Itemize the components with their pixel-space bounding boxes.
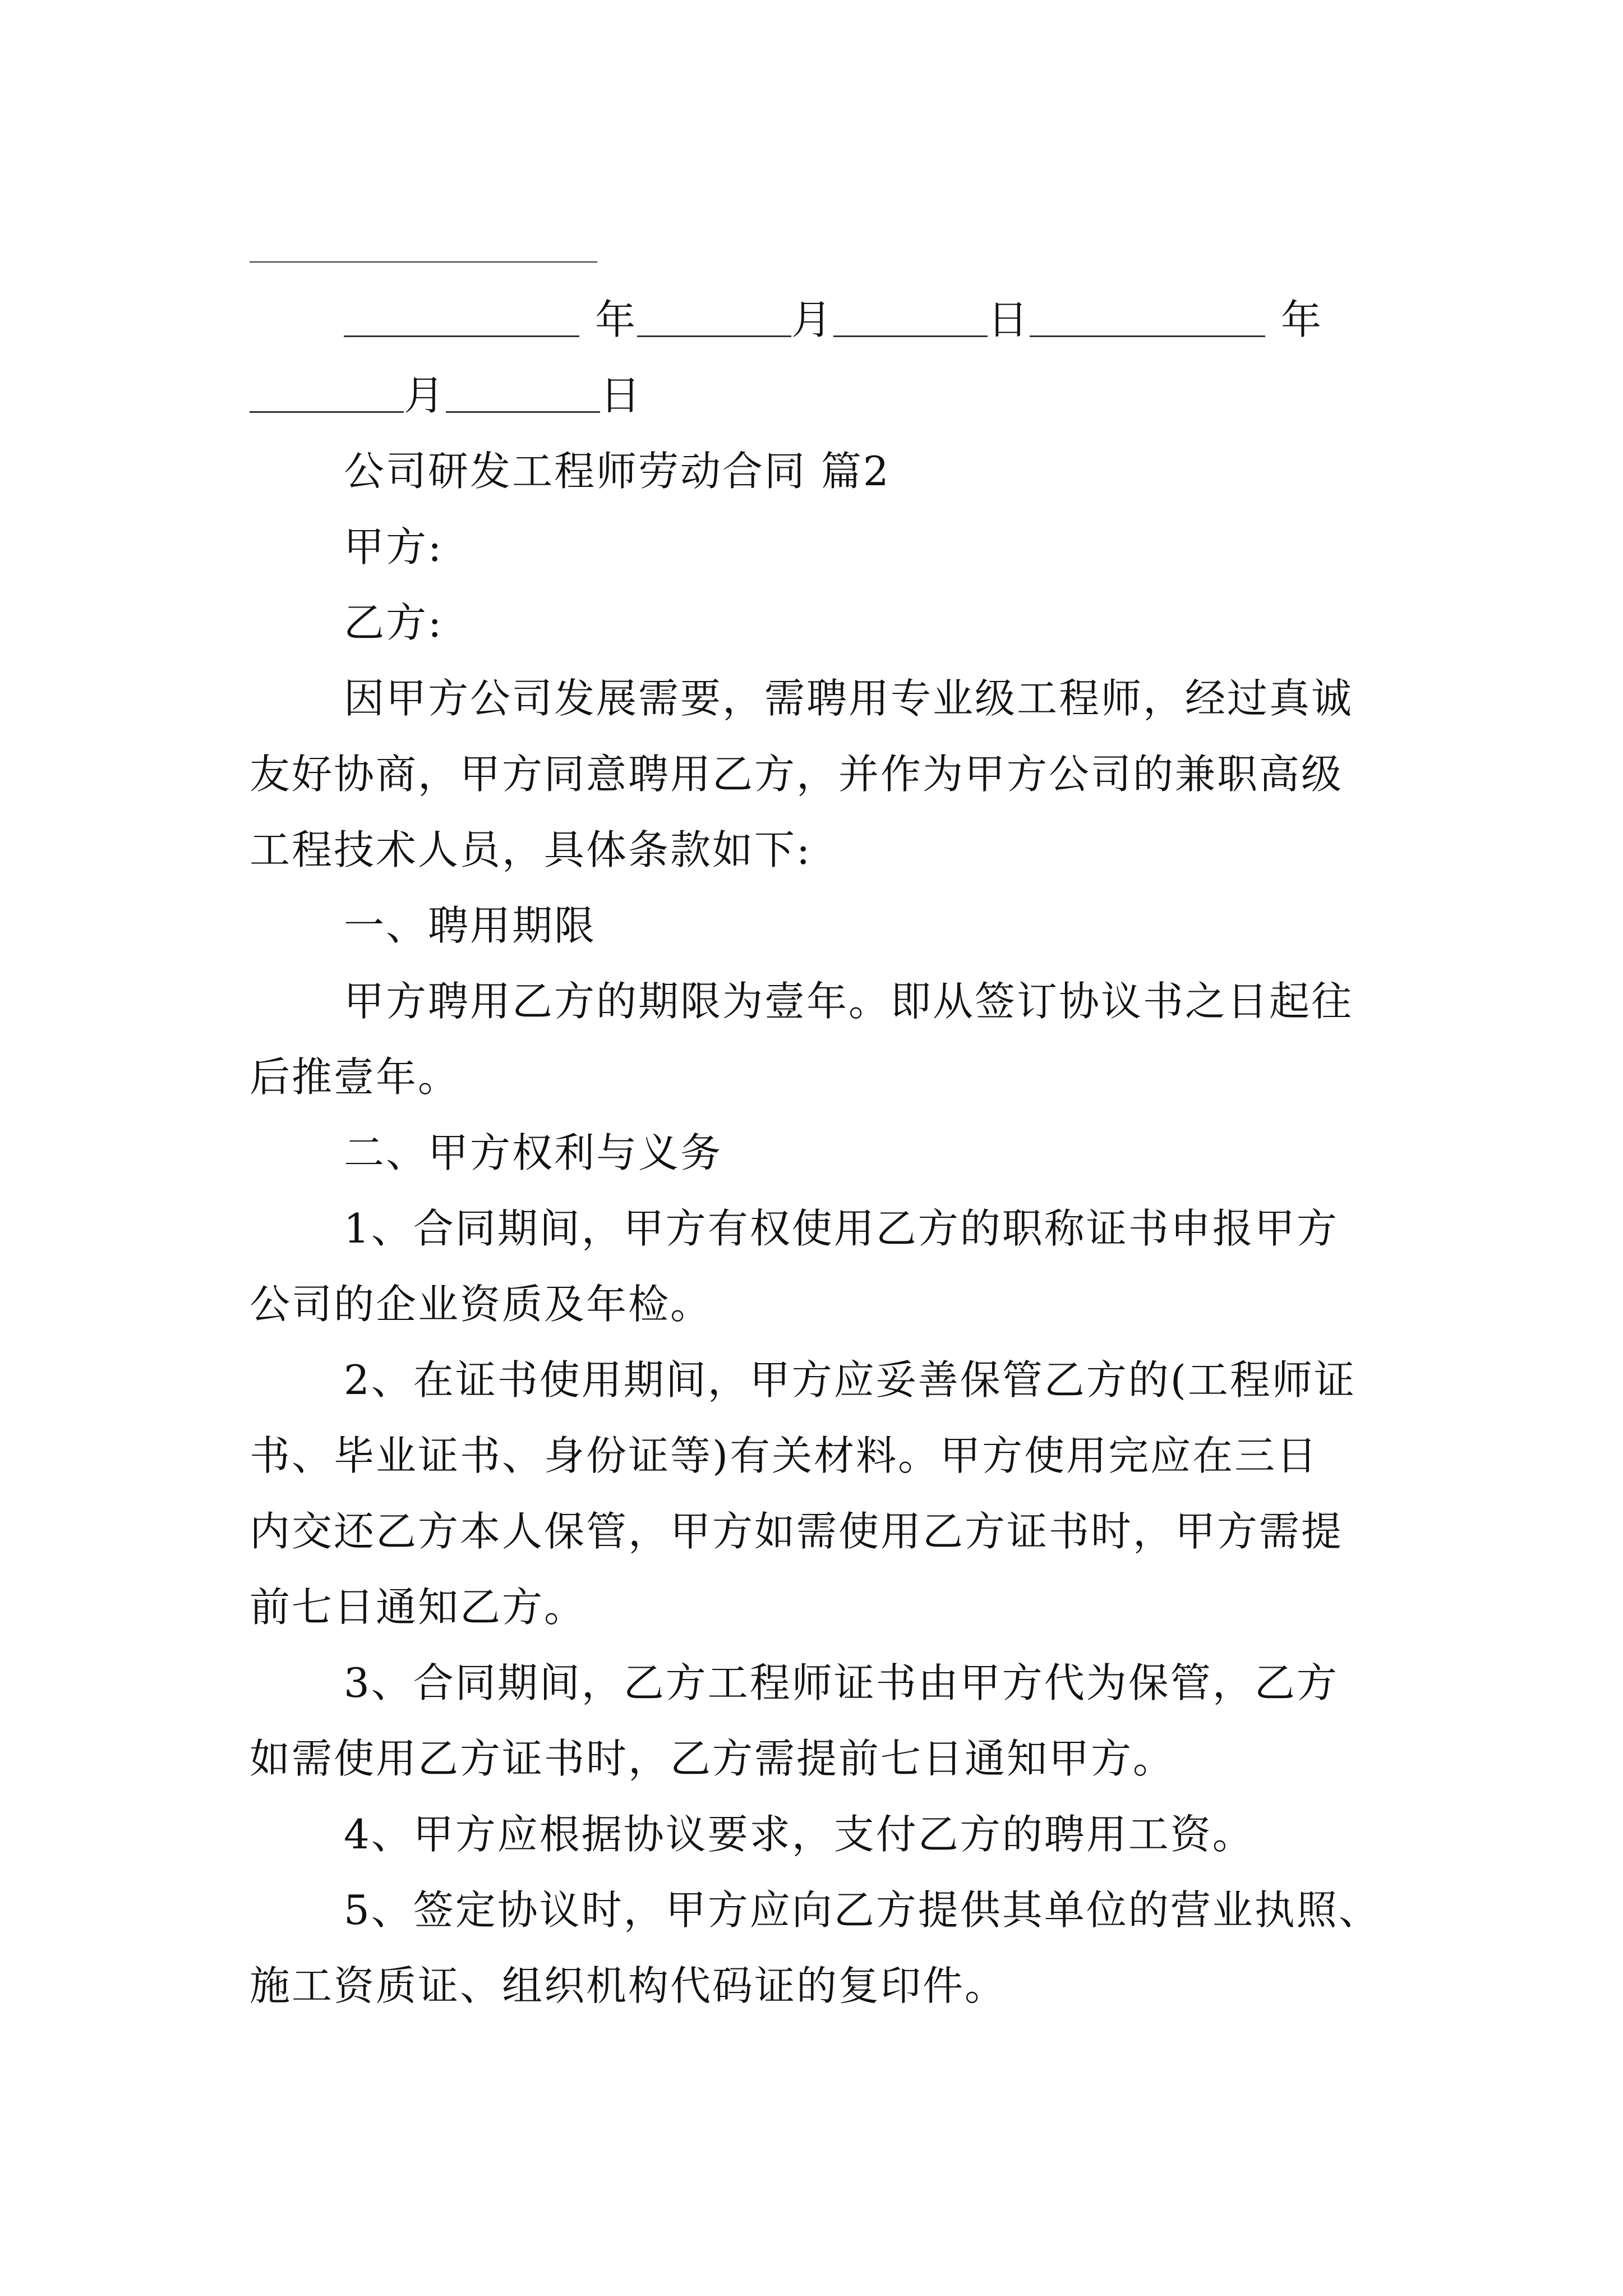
clause-5-line: 5、签定协议时，甲方应向乙方提供其单位的营业执照、 (344, 1887, 1381, 1934)
clause-5-line: 施工资质证、组织机构代码证的复印件。 (250, 1962, 1007, 2009)
year-blank-1[interactable] (344, 296, 579, 337)
clause-2-line: 2、在证书使用期间，甲方应妥善保管乙方的(工程师证 (344, 1356, 1356, 1404)
day-label-2: 日 (600, 372, 643, 419)
clause-4-line: 4、甲方应根据协议要求，支付乙方的聘用工资。 (344, 1811, 1255, 1858)
clause-3-line: 3、合同期间，乙方工程师证书由甲方代为保管，乙方 (344, 1659, 1339, 1706)
intro-line: 工程技术人员，具体条款如下: (250, 826, 812, 873)
year-blank-2[interactable] (1030, 296, 1265, 337)
month-label-1: 月 (791, 296, 834, 343)
party-b-label: 乙方: (344, 599, 444, 646)
day-blank-1[interactable] (833, 296, 988, 337)
clause-1-line: 1、合同期间，甲方有权使用乙方的职称证书申报甲方 (344, 1205, 1339, 1252)
intro-line: 友好协商，甲方同意聘用乙方，并作为甲方公司的兼职高级 (250, 751, 1344, 798)
day-blank-2[interactable] (446, 372, 600, 413)
year-label-2: 年 (1281, 296, 1324, 343)
date-line-2 (250, 367, 642, 424)
section-1-heading: 一、聘用期限 (344, 902, 597, 949)
month-label-2: 月 (404, 372, 446, 419)
intro-line: 因甲方公司发展需要，需聘用专业级工程师，经过真诚 (344, 675, 1354, 722)
day-label-1: 日 (988, 296, 1030, 343)
clause-3-line: 如需使用乙方证书时，乙方需提前七日通知甲方。 (250, 1735, 1175, 1782)
section-1-line: 甲方聘用乙方的期限为壹年。即从签订协议书之日起往 (344, 978, 1354, 1025)
party-a-label: 甲方: (344, 523, 444, 570)
clause-1-line: 公司的企业资质及年检。 (250, 1281, 713, 1328)
section-1-line: 后推壹年。 (250, 1053, 460, 1101)
document-title: 公司研发工程师劳动合同 篇2 (344, 448, 891, 495)
section-2-heading: 二、甲方权利与义务 (344, 1129, 723, 1176)
month-blank-1[interactable] (637, 296, 791, 337)
top-rule (250, 261, 597, 263)
document-page (250, 0, 1388, 2296)
year-label-1: 年 (595, 296, 638, 343)
month-blank-2[interactable] (250, 372, 404, 413)
date-line-1 (344, 292, 1323, 348)
clause-2-line: 书、毕业证书、身份证等)有关材料。甲方使用完应在三日 (250, 1432, 1319, 1479)
clause-2-line: 前七日通知乙方。 (250, 1584, 587, 1631)
clause-2-line: 内交还乙方本人保管，甲方如需使用乙方证书时，甲方需提 (250, 1508, 1344, 1555)
